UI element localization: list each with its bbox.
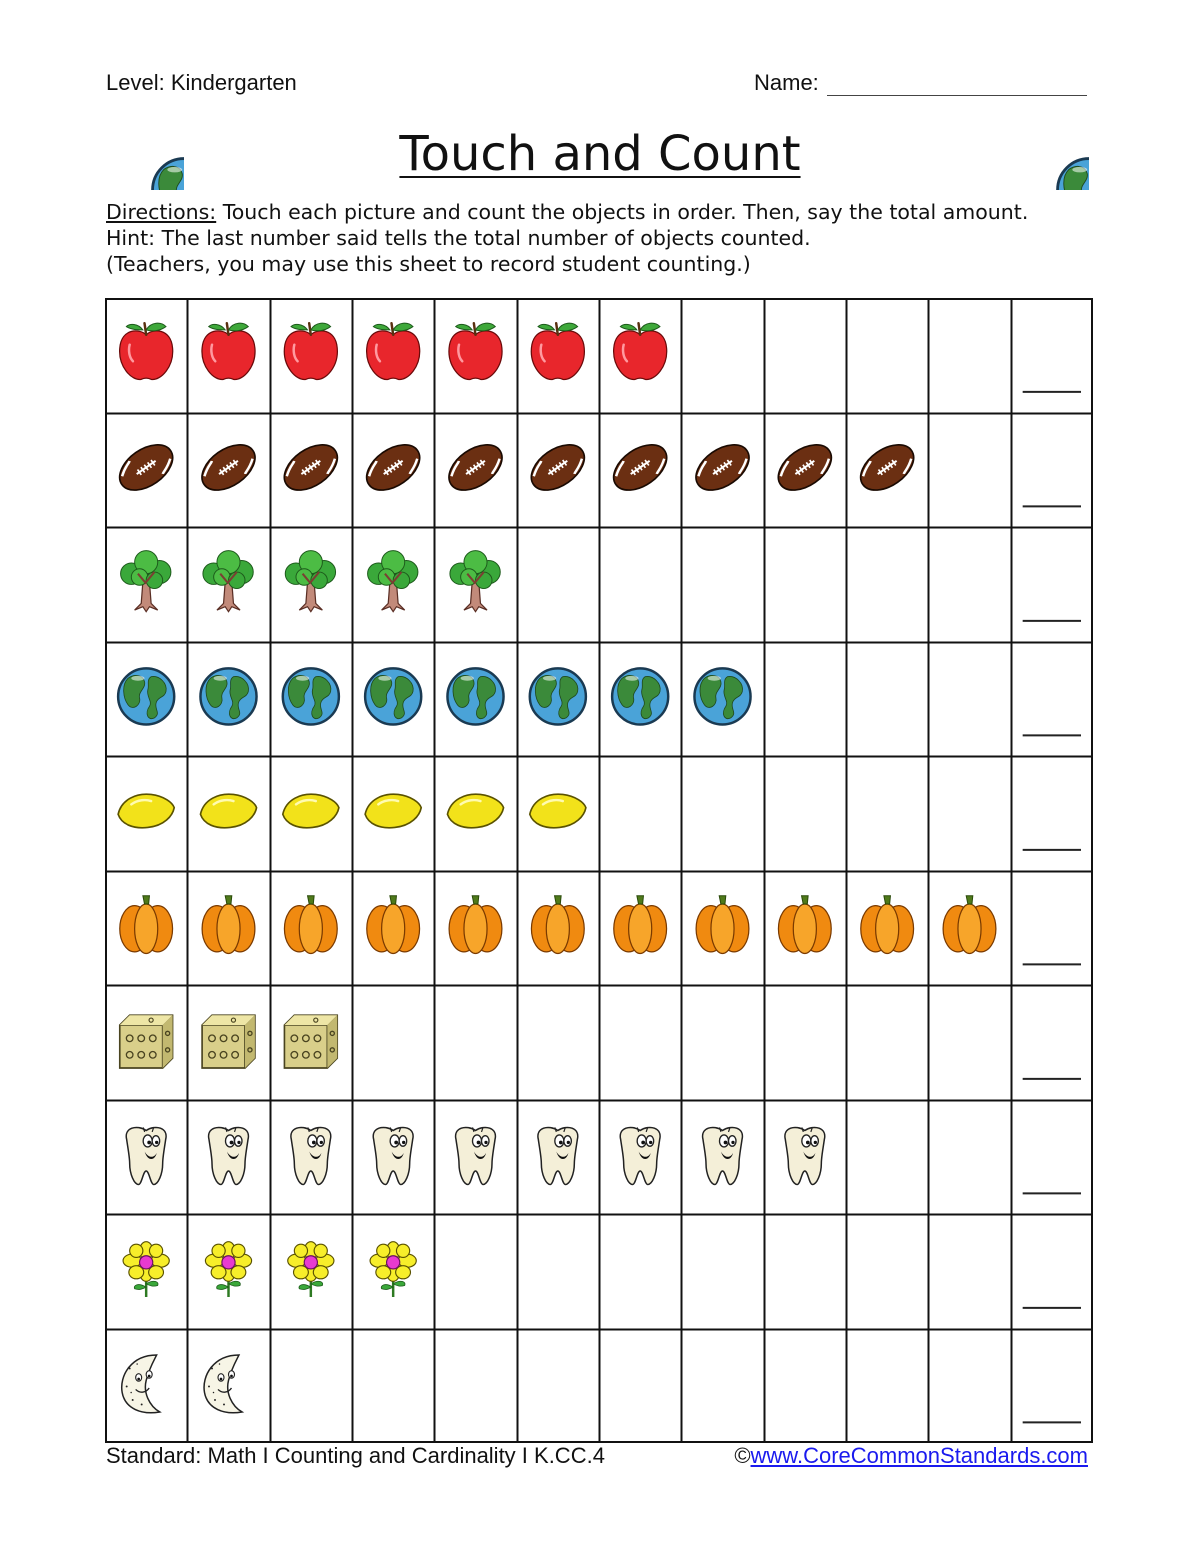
lemon-icon[interactable] xyxy=(365,794,421,828)
pumpkin-icon[interactable] xyxy=(367,896,420,954)
tree-icon[interactable] xyxy=(368,551,418,612)
globe-icon[interactable] xyxy=(365,668,421,724)
flower-icon[interactable] xyxy=(370,1242,416,1297)
flower-icon[interactable] xyxy=(288,1242,334,1297)
apple-icon[interactable] xyxy=(284,323,337,379)
globe-icon[interactable] xyxy=(447,668,503,724)
pumpkin-icon[interactable] xyxy=(120,896,173,954)
tooth-icon[interactable] xyxy=(373,1127,413,1184)
counting-grid-svg xyxy=(105,298,1093,1443)
lemon-icon[interactable] xyxy=(200,794,256,828)
moon-icon[interactable] xyxy=(204,1355,242,1413)
apple-icon[interactable] xyxy=(531,323,584,379)
directions-label: Directions: xyxy=(106,200,217,224)
pumpkin-icon[interactable] xyxy=(284,896,337,954)
directions-text: Touch each picture and count the objects in order. Then, say the total amount. xyxy=(216,200,1029,224)
pumpkin-icon[interactable] xyxy=(778,896,831,954)
name-field[interactable] xyxy=(754,70,1087,96)
lemon-icon[interactable] xyxy=(283,794,339,828)
globe-icon[interactable] xyxy=(118,668,174,724)
apple-icon[interactable] xyxy=(449,323,502,379)
name-label: Name: xyxy=(754,70,819,95)
globe-icon[interactable] xyxy=(612,668,668,724)
lemon-icon[interactable] xyxy=(530,794,586,828)
football-icon[interactable] xyxy=(111,436,180,500)
pumpkin-icon[interactable] xyxy=(202,896,255,954)
tooth-icon[interactable] xyxy=(703,1127,743,1184)
football-icon[interactable] xyxy=(770,436,839,500)
pumpkin-icon[interactable] xyxy=(696,896,749,954)
worksheet-header xyxy=(106,70,1092,100)
tooth-icon[interactable] xyxy=(538,1127,578,1184)
dice-icon[interactable] xyxy=(202,1015,255,1068)
tooth-icon[interactable] xyxy=(456,1127,496,1184)
page-title: Touch and Count xyxy=(399,126,801,182)
pumpkin-icon[interactable] xyxy=(614,896,667,954)
globe-icon[interactable] xyxy=(200,668,256,724)
football-icon[interactable] xyxy=(605,436,674,500)
flower-icon[interactable] xyxy=(123,1242,169,1297)
dice-icon[interactable] xyxy=(284,1015,337,1068)
counting-grid xyxy=(105,298,1093,1443)
tooth-icon[interactable] xyxy=(620,1127,660,1184)
football-icon[interactable] xyxy=(276,436,345,500)
hint-text: Hint: The last number said tells the total number of objects counted. xyxy=(106,226,811,250)
lemon-icon[interactable] xyxy=(447,794,503,828)
dice-icon[interactable] xyxy=(120,1015,173,1068)
tree-icon[interactable] xyxy=(121,551,171,612)
football-icon[interactable] xyxy=(441,436,510,500)
level-label: Level: Kindergarten xyxy=(106,70,297,95)
pumpkin-icon[interactable] xyxy=(449,896,502,954)
tree-icon[interactable] xyxy=(285,551,335,612)
directions-block xyxy=(106,199,1106,277)
pumpkin-icon[interactable] xyxy=(861,896,914,954)
football-icon[interactable] xyxy=(688,436,757,500)
tree-icon[interactable] xyxy=(450,551,500,612)
apple-icon[interactable] xyxy=(202,323,255,379)
copyright-symbol: © xyxy=(734,1443,751,1468)
teacher-note: (Teachers, you may use this sheet to record student counting.) xyxy=(106,252,751,276)
lemon-icon[interactable] xyxy=(118,794,174,828)
apple-icon[interactable] xyxy=(614,323,667,379)
football-icon[interactable] xyxy=(358,436,427,500)
tooth-icon[interactable] xyxy=(126,1127,166,1184)
standard-label: Standard: Math I Counting and Cardinality I K.CC.4 xyxy=(106,1443,605,1468)
football-icon[interactable] xyxy=(194,436,263,500)
tooth-icon[interactable] xyxy=(785,1127,825,1184)
pumpkin-icon[interactable] xyxy=(531,896,584,954)
globe-icon[interactable] xyxy=(694,668,750,724)
globe-icon[interactable] xyxy=(283,668,339,724)
website-link[interactable]: www.CoreCommonStandards.com xyxy=(750,1443,1088,1468)
tree-icon[interactable] xyxy=(203,551,253,612)
football-icon[interactable] xyxy=(852,436,921,500)
tooth-icon[interactable] xyxy=(209,1127,249,1184)
apple-icon[interactable] xyxy=(367,323,420,379)
copyright-credit xyxy=(734,1443,1088,1469)
pumpkin-icon[interactable] xyxy=(943,896,996,954)
flower-icon[interactable] xyxy=(205,1242,251,1297)
apple-icon[interactable] xyxy=(120,323,173,379)
tooth-icon[interactable] xyxy=(291,1127,331,1184)
name-blank-line[interactable] xyxy=(827,71,1087,96)
football-icon[interactable] xyxy=(523,436,592,500)
moon-icon[interactable] xyxy=(122,1355,160,1413)
globe-icon[interactable] xyxy=(530,668,586,724)
